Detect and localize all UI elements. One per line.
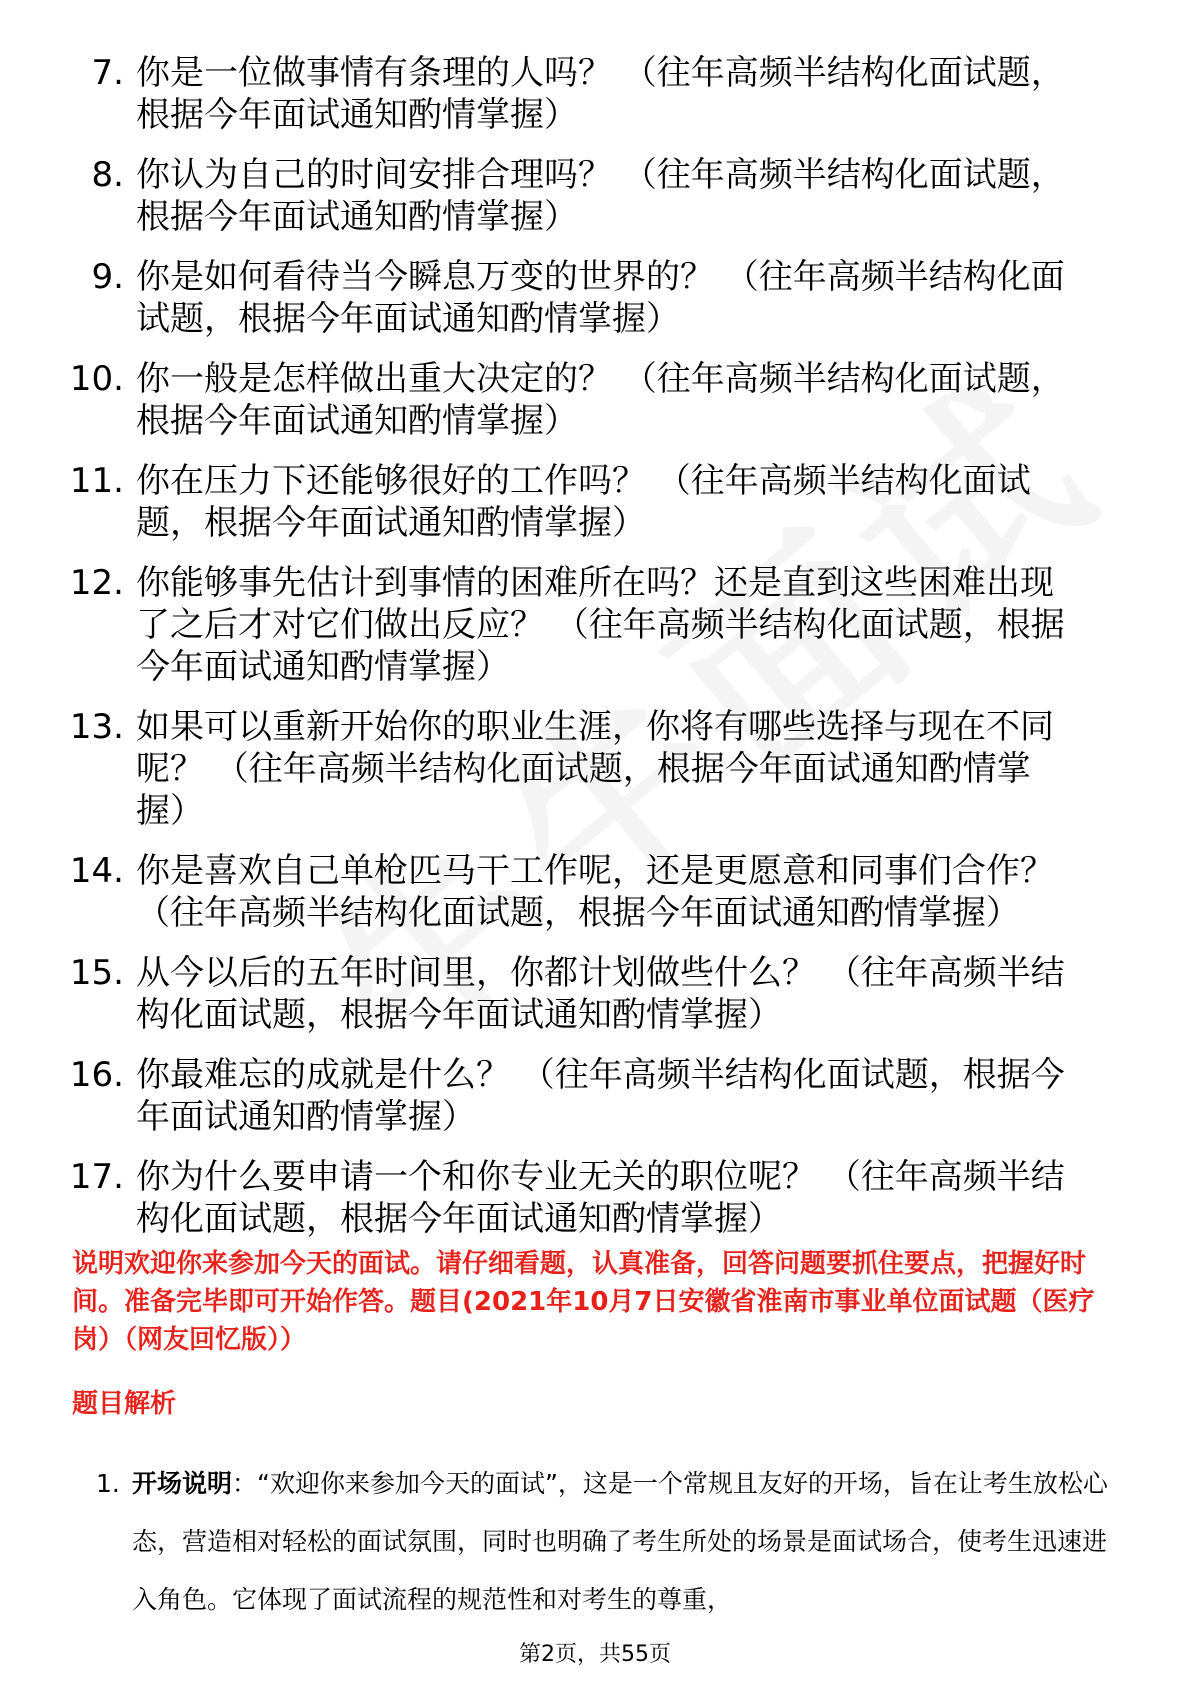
question-text: 你在压力下还能够很好的工作吗？ （往年高频半结构化面试题，根据今年面试通知酌情掌握）	[136, 461, 1031, 543]
question-list	[58, 52, 1138, 1258]
analysis-number: 1.	[96, 1469, 120, 1498]
question-number: 17.	[69, 1157, 124, 1197]
question-item	[58, 52, 1138, 136]
question-text: 你为什么要申请一个和你专业无关的职位呢？ （往年高频半结构化面试题，根据今年面试通知酌情掌握）	[136, 1157, 1065, 1239]
page-number: 第2页，共55页	[519, 1642, 671, 1667]
question-item	[58, 154, 1138, 238]
question-item	[58, 1156, 1138, 1240]
analysis-text: ：“欢迎你来参加今天的面试”，这是一个常规且友好的开场，旨在让考生放松心态，营造相对轻松的面试氛围，同时也明确了考生所处的场景是面试场合，使考生迅速进入角色。它体现了面试流程的规范性和对考生的尊重，	[132, 1469, 1108, 1614]
question-text: 如果可以重新开始你的职业生涯，你将有哪些选择与现在不同呢？ （往年高频半结构化面试题，根据今年面试通知酌情掌握）	[136, 707, 1054, 831]
question-item	[58, 562, 1138, 688]
question-item	[58, 952, 1138, 1036]
question-text: 你能够事先估计到事情的困难所在吗？还是直到这些困难出现了之后才对它们做出反应？ （往年高频半结构化面试题，根据今年面试通知酌情掌握）	[136, 563, 1065, 687]
question-number: 15.	[69, 953, 124, 993]
question-number: 8.	[91, 155, 124, 195]
analysis-body	[126, 1455, 1116, 1629]
question-text: 你最难忘的成就是什么？ （往年高频半结构化面试题，根据今年面试通知酌情掌握）	[136, 1055, 1065, 1137]
question-text: 你是一位做事情有条理的人吗？ （往年高频半结构化面试题，根据今年面试通知酌情掌握）	[136, 53, 1065, 135]
question-text: 你认为自己的时间安排合理吗？ （往年高频半结构化面试题，根据今年面试通知酌情掌握）	[136, 155, 1065, 237]
question-item	[58, 1054, 1138, 1138]
question-item	[58, 850, 1138, 934]
question-text: 你一般是怎样做出重大决定的？ （往年高频半结构化面试题，根据今年面试通知酌情掌握）	[136, 359, 1065, 441]
analysis-label: 开场说明	[132, 1469, 233, 1498]
question-item	[58, 358, 1138, 442]
analysis-item	[96, 1455, 1116, 1629]
question-number: 7.	[91, 53, 124, 93]
question-number: 11.	[69, 461, 124, 501]
section-title: 题目解析	[72, 1389, 177, 1419]
instructions-note: 说明欢迎你来参加今天的面试。请仔细看题，认真准备，回答问题要抓住要点，把握好时间。准备完毕即可开始作答。题目(2021年10月7日安徽省淮南市事业单位面试题（医疗岗）（网友回忆版））	[72, 1249, 1095, 1355]
question-number: 12.	[69, 563, 124, 603]
question-item	[58, 460, 1138, 544]
question-text: 从今以后的五年时间里，你都计划做些什么？ （往年高频半结构化面试题，根据今年面试通知酌情掌握）	[136, 953, 1065, 1035]
question-text: 你是如何看待当今瞬息万变的世界的？ （往年高频半结构化面试题，根据今年面试通知酌情掌握）	[136, 257, 1065, 339]
question-number: 14.	[69, 851, 124, 891]
question-item	[58, 706, 1138, 832]
question-item	[58, 256, 1138, 340]
question-number: 10.	[69, 359, 124, 399]
question-number: 16.	[69, 1055, 124, 1095]
question-number: 9.	[91, 257, 124, 297]
question-number: 13.	[69, 707, 124, 747]
question-text: 你是喜欢自己单枪匹马干工作呢，还是更愿意和同事们合作？ （往年高频半结构化面试题，根据今年面试通知酌情掌握）	[136, 851, 1054, 933]
